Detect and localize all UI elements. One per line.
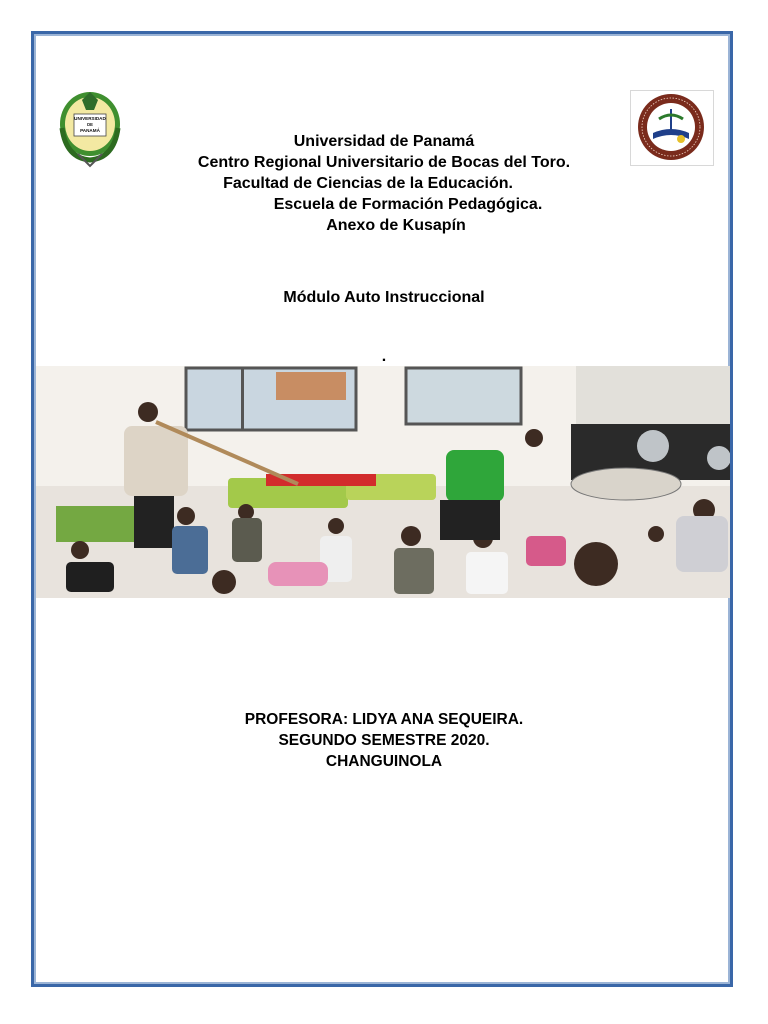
faculty-name: Facultad de Ciencias de la Educación. bbox=[223, 175, 513, 192]
annex-name: Anexo de Kusapín bbox=[326, 217, 466, 234]
professor-name: PROFESORA: LIDYA ANA SEQUEIRA. bbox=[244, 711, 524, 728]
university-name: Universidad de Panamá bbox=[293, 133, 475, 150]
regional-center: Centro Regional Universitario de Bocas del Toro. bbox=[197, 154, 571, 171]
school-name: Escuela de Formación Pedagógica. bbox=[273, 196, 543, 213]
classroom-photo bbox=[36, 366, 730, 598]
module-title: Módulo Auto Instruccional bbox=[283, 289, 485, 306]
svg-text:UNIVERSIDAD: UNIVERSIDAD bbox=[74, 116, 106, 121]
semester: SEGUNDO SEMESTRE 2020. bbox=[278, 732, 490, 749]
separator-dot: . bbox=[381, 348, 387, 365]
svg-text:PANAMÁ: PANAMÁ bbox=[80, 128, 100, 133]
city-name: CHANGUINOLA bbox=[325, 753, 443, 770]
svg-text:DE: DE bbox=[87, 122, 93, 127]
